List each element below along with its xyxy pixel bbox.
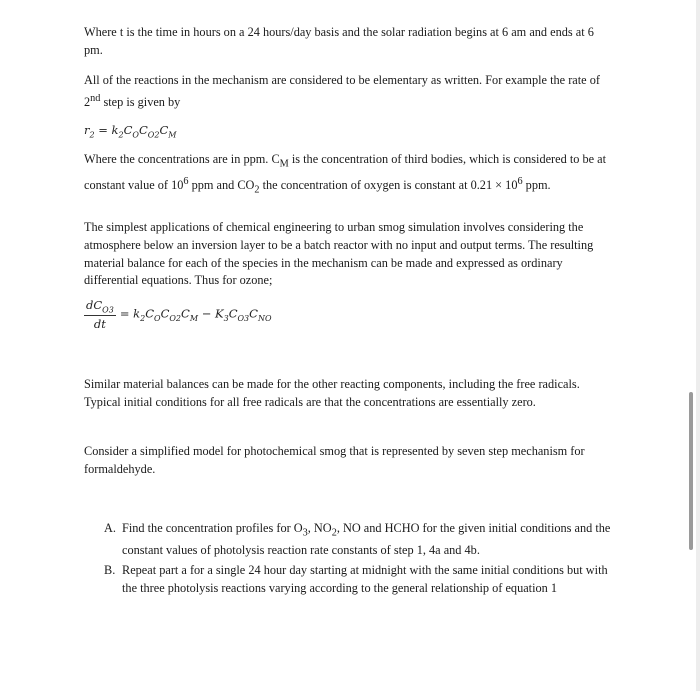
eq-operator: −	[198, 306, 215, 321]
eq-subscript: 3	[223, 313, 229, 323]
list-item-label: B.	[104, 563, 116, 578]
paragraph-text: ppm and CO	[188, 178, 255, 193]
eq-symbol: r	[84, 123, 90, 137]
paragraph-text: ppm.	[522, 178, 551, 193]
paragraph-elementary-reactions	[84, 72, 614, 112]
vertical-scrollbar[interactable]	[689, 392, 693, 550]
eq-subscript: 2	[118, 130, 124, 140]
paragraph-text: The simplest applications of chemical engineering to urban smog simulation involves considering the atmosphere below an inversion layer to be a batch reactor with no input and output terms. The resulting material balance for each of the species in the mechanism can be made and expressed as ordinary differential equations. Thus for ozone;	[84, 220, 594, 288]
rate-equation	[84, 123, 176, 139]
eq-symbol: C	[160, 306, 170, 321]
eq-subscript: 2	[140, 313, 146, 323]
list-text: Find the concentration profiles for O	[122, 521, 303, 535]
task-list	[104, 520, 624, 600]
eq-subscript: O2	[169, 313, 182, 323]
page-edge	[696, 0, 700, 691]
eq-symbol: C	[228, 306, 238, 321]
paragraph-text: All of the reactions in the mechanism are considered to be elementary as written. For example the rate of 2	[84, 73, 600, 109]
eq-subscript: O2	[147, 130, 160, 140]
eq-subscript: M	[168, 130, 177, 140]
eq-symbol: k	[133, 306, 141, 321]
list-item-text	[122, 520, 624, 560]
eq-symbol: C	[123, 123, 133, 137]
eq-subscript: O	[154, 313, 161, 323]
eq-subscript: O3	[237, 313, 250, 323]
eq-subscript: NO	[257, 313, 272, 323]
superscript: 6	[183, 176, 189, 188]
subscript: 2	[254, 184, 260, 196]
eq-subscript: 2	[89, 130, 95, 140]
eq-symbol: C	[159, 123, 169, 137]
ozone-balance-equation	[84, 298, 272, 331]
eq-operator: =	[94, 123, 112, 137]
eq-symbol: C	[138, 123, 148, 137]
list-item-text: Repeat part a for a single 24 hour day starting at midnight with the same initial conditions but with the three photolysis reactions varying according to the general relationship of equation 1	[122, 563, 608, 595]
eq-symbol: K	[215, 306, 224, 321]
derivative-fraction	[84, 298, 116, 331]
paragraph-free-radicals	[84, 376, 614, 412]
paragraph-text: the concentration of oxygen is constant at 0.21 × 10	[259, 178, 518, 193]
paragraph-text: Where the concentrations are in ppm. C	[84, 152, 280, 166]
eq-symbol: C	[145, 306, 154, 321]
eq-operator: =	[119, 306, 134, 321]
fraction-denominator: dt	[93, 317, 106, 332]
paragraph-smog-model	[84, 443, 614, 479]
eq-subscript: M	[189, 313, 199, 323]
superscript: 6	[517, 176, 523, 188]
paragraph-time-definition	[84, 24, 614, 60]
paragraph-text: Similar material balances can be made for the other reacting components, including the free radicals. Typical initial conditions for all free radicals are that the concentrations are essentially zero.	[84, 377, 580, 409]
list-item-label: A.	[104, 521, 116, 535]
list-item	[104, 520, 624, 560]
paragraph-concentrations	[84, 151, 614, 200]
paragraph-text: Where t is the time in hours on a 24 hours/day basis and the solar radiation begins at 6 am and ends at 6 pm.	[84, 25, 594, 57]
paragraph-text: step is given by	[100, 94, 181, 109]
eq-symbol: k	[111, 123, 119, 137]
eq-symbol: dC	[86, 298, 103, 312]
list-text: , NO	[307, 521, 332, 535]
eq-subscript: O3	[102, 305, 114, 315]
paragraph-text: Consider a simplified model for photochemical smog that is represented by seven step mechanism for formaldehyde.	[84, 444, 585, 476]
list-item	[104, 562, 624, 598]
subscript: M	[279, 158, 289, 170]
paragraph-batch-reactor	[84, 219, 614, 290]
list-text: , NO and HCHO for the given initial conditions and the constant values of photolysis reaction rate constants of step 1, 4a and 4b.	[122, 521, 611, 558]
superscript: nd	[90, 92, 101, 104]
eq-subscript: O	[132, 130, 139, 140]
fraction-numerator	[84, 298, 116, 316]
paragraph-text: is the concentration of third bodies, which is considered to be at constant value of 10	[84, 152, 607, 193]
eq-symbol: C	[181, 306, 190, 321]
subscript: 3	[302, 527, 308, 539]
eq-symbol: C	[249, 306, 258, 321]
subscript: 2	[331, 527, 337, 539]
